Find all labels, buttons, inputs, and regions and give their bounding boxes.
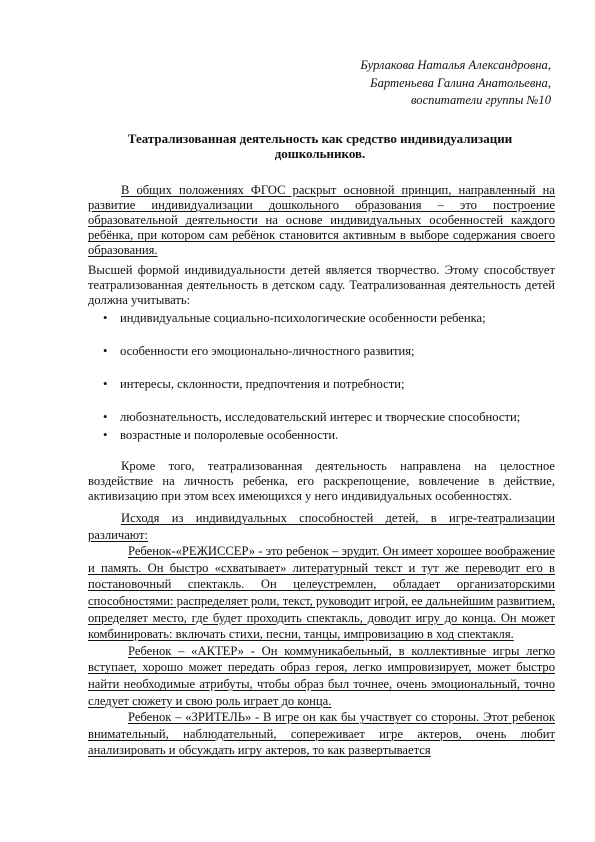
paragraph-3-section <box>88 459 555 504</box>
list-item <box>88 311 555 326</box>
author-line-3: воспитатели группы №10 <box>410 93 551 107</box>
considerations-list <box>88 311 555 443</box>
list-item <box>88 377 555 392</box>
list-item <box>88 344 555 359</box>
list-item <box>88 410 555 425</box>
title-line-2: дошкольников. <box>274 146 366 161</box>
author-line-2: Бартеньева Галина Анатольевна, <box>370 75 551 90</box>
list-item-text: особенности его эмоционально-личностного развития; <box>120 344 415 359</box>
creativity-paragraph: Высшей формой индивидуальности детей является творчество. Этому способствует театрализованная деятельность в детском саду. Театрализованная деятельность детей должна учитывать: <box>88 263 555 308</box>
bullet-list-section <box>88 311 555 443</box>
list-item-text: интересы, склонности, предпочтения и потребности; <box>120 377 405 392</box>
director-paragraph: Ребенок-«РЕЖИССЕР» - это ребенок – эрудит. Он имеет хорошее воображение и память. Он быстро «схватывает» литературный текст и тут же переводит его в постановочный спектакль. Он целеустремлен, обладает организаторскими способностями: распределяет роли, текст, руководит игрой, ее дальнейшим развитием, определяет место, где будет проходить спектакль, доводит игру до конца. Он может комбинировать: включать стихи, песни, танцы, импровизацию в ход спектакля. <box>88 544 555 642</box>
intro-section <box>88 183 555 258</box>
bullet-icon: • <box>103 410 108 425</box>
intro-paragraph: В общих положениях ФГОС раскрыт основной принцип, направленный на развитие индивидуализации дошкольного образования – это построение образовательной деятельности на основе индивидуальных особенностей каждого ребёнка, при котором сам ребёнок становится активным в выборе содержания своего образования. <box>88 183 555 258</box>
holistic-paragraph: Кроме того, театрализованная деятельность направлена на целостное воздействие на личность ребенка, его раскрепощение, вовлечение в действие, активизацию при этом всех имеющихся у него индивидуальных особенностях. <box>88 459 555 504</box>
actor-paragraph: Ребенок – «АКТЕР» - Он коммуникабельный, в коллективные игры легко вступает, хорошо может передать образ героя, легко импровизирует, может быстро найти необходимые атрибуты, чтобы образ был точнее, очень эмоциональный, точно следует сюжету и свою роль играет до конца. <box>88 643 555 708</box>
roles-section <box>88 510 555 759</box>
spectator-paragraph: Ребенок – «ЗРИТЕЛЬ» - В игре он как бы участвует со стороны. Этот ребенок внимательный, наблюдательный, сопереживает игре актеров, очень любит анализировать и обсуждать игру актеров, то как развертывается <box>88 710 555 758</box>
bullet-icon: • <box>103 311 108 325</box>
document-title <box>90 131 550 161</box>
bullet-icon: • <box>103 377 108 392</box>
author-line-1: Бурлакова Наталья Александровна, <box>360 58 551 72</box>
list-item-text: любознательность, исследовательский интерес и творческие способности; <box>120 410 521 425</box>
bullet-icon: • <box>103 344 108 359</box>
author-block <box>251 57 551 110</box>
paragraph-2-section <box>88 263 555 308</box>
list-item-text: возрастные и полоролевые особенности. <box>120 428 339 443</box>
list-item-text: индивидуальные социально-психологические особенности ребенка; <box>120 311 486 325</box>
list-item <box>88 428 555 443</box>
bullet-icon: • <box>103 428 108 443</box>
title-line-1: Театрализованная деятельность как средство индивидуализации <box>127 131 513 146</box>
roles-intro-paragraph: Исходя из индивидуальных способностей детей, в игре-театрализации различают: <box>88 511 555 542</box>
